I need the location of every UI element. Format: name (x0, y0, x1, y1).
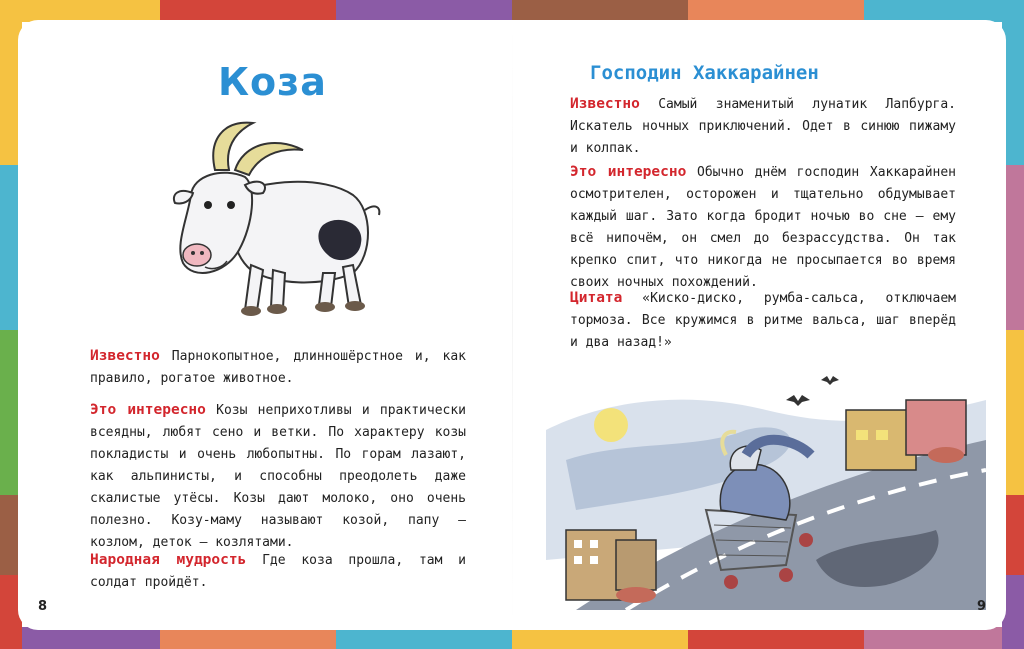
border-segment (512, 0, 688, 22)
hakka-known-text: Самый знаменитый лунатик Лапбурга. Искатель ночных приключений. Одет в синюю пижаму и колпак. (570, 97, 956, 156)
goat-illustration (153, 115, 383, 320)
wisdom-label: Народная мудрость (90, 552, 247, 568)
goat-interesting-paragraph (90, 399, 466, 554)
border-segment (864, 627, 1024, 649)
border-segment (512, 627, 688, 649)
border-segment (688, 627, 864, 649)
known-label: Известно (570, 96, 640, 112)
page-number-right: 9 (976, 599, 986, 614)
hakka-interesting-paragraph (570, 161, 956, 294)
goat-wisdom-paragraph (90, 549, 466, 594)
goat-title: Коза (218, 60, 327, 104)
goat-known-paragraph (90, 345, 466, 390)
goat-wisdom-text: Где коза прошла, там и солдат пройдёт. (90, 553, 467, 590)
page-number-left: 8 (38, 599, 48, 614)
border-segment (160, 627, 336, 649)
border-segment (0, 0, 160, 22)
border-segment (0, 627, 160, 649)
border-segment (336, 627, 512, 649)
border-segment (688, 0, 864, 22)
spread-fold (512, 20, 513, 630)
border-segment (160, 0, 336, 22)
interesting-label: Это интересно (90, 402, 206, 418)
hakka-quote-paragraph (570, 287, 956, 354)
quote-label: Цитата (570, 290, 623, 306)
goat-known-text: Парнокопытное, длинношёрстное и, как правило, рогатое животное. (90, 349, 466, 386)
book-spread (18, 20, 1006, 630)
goat-interesting-text: Козы неприхотливы и практически всеядны, любят сено и ветки. По характеру козы покладисты и очень любопытны. По горам лазают, как альпинисты, и способны преодолеть даже скалистые утёсы. Козы дают молоко, оно очень полезно. Козу-маму называют козой, папу — козлом, деток — козлятами. (90, 403, 466, 550)
hakka-known-paragraph (570, 93, 956, 160)
hakka-quote-text: «Киско-диско, румба-сальса, отключаем тормоза. Все кружимся в ритме вальса, шаг вперёд и два назад!» (570, 291, 956, 350)
known-label: Известно (90, 348, 160, 364)
border-segment (864, 0, 1024, 22)
hakkarainen-title: Господин Хаккарайнен (590, 62, 819, 84)
sleepwalker-illustration (546, 360, 986, 610)
border-segment (336, 0, 512, 22)
interesting-label: Это интересно (570, 164, 687, 180)
hakka-interesting-text: Обычно днём господин Хаккарайнен осмотрителен, осторожен и тщательно обдумывает каждый шаг. Зато когда бродит ночью во сне — ему всё нипочём, он смел до безрассудства. Он так крепко спит, что никогда не просыпается во время своих ночных похождений. (570, 165, 956, 290)
